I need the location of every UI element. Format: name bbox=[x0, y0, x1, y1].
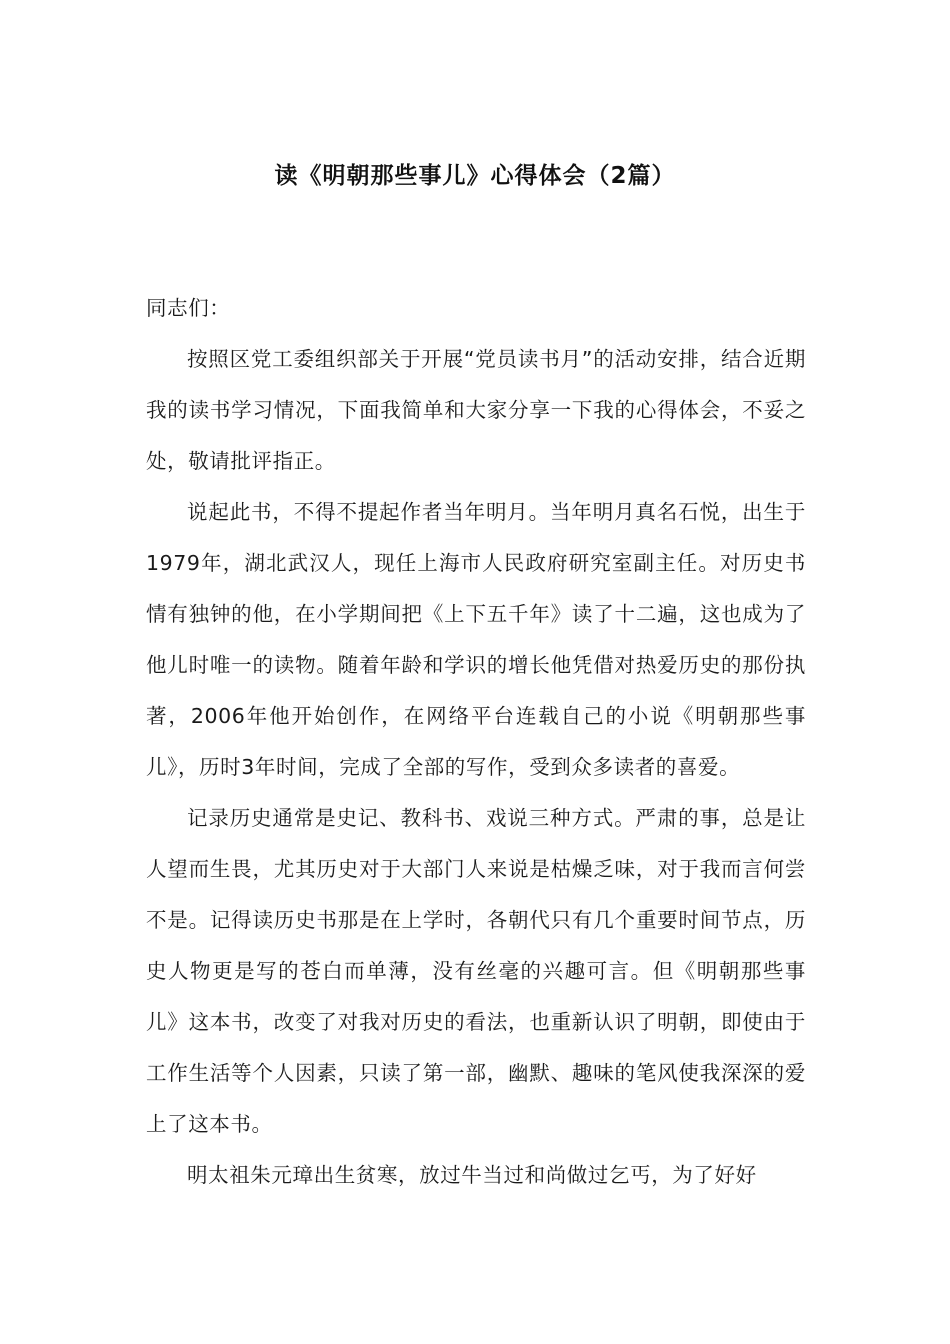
document-title: 读《明朝那些事儿》心得体会（2篇） bbox=[274, 163, 676, 189]
paragraph-activity-intro: 按照区党工委组织部关于开展“党员读书月”的活动安排，结合近期我的读书学习情况，下面我简单和大家分享一下我的心得体会，不妥之处，敬请批评指正。 bbox=[146, 347, 806, 473]
paragraph-zhu-yuanzhang: 明太祖朱元璋出生贫寒，放过牛当过和尚做过乞丐，为了好好 bbox=[187, 1163, 757, 1187]
document-body bbox=[146, 283, 806, 1201]
salutation: 同志们： bbox=[146, 296, 231, 320]
paragraph-history-view: 记录历史通常是史记、教科书、戏说三种方式。严肃的事，总是让人望而生畏，尤其历史对于大部门人来说是枯燥乏味，对于我而言何尝不是。记得读历史书那是在上学时，各朝代只有几个重要时间节点，历史人物更是写的苍白而单薄，没有丝毫的兴趣可言。但《明朝那些事儿》这本书，改变了对我对历史的看法，也重新认识了明朝，即使由于工作生活等个人因素，只读了第一部，幽默、趣味的笔风使我深深的爱上了这本书。 bbox=[146, 806, 806, 1136]
paragraph-author-intro: 说起此书，不得不提起作者当年明月。当年明月真名石悦，出生于1979年，湖北武汉人，现任上海市人民政府研究室副主任。对历史书情有独钟的他，在小学期间把《上下五千年》读了十二遍，这也成为了他儿时唯一的读物。随着年龄和学识的增长他凭借对热爱历史的那份执著，2006年他开始创作，在网络平台连载自己的小说《明朝那些事儿》，历时3年时间，完成了全部的写作，受到众多读者的喜爱。 bbox=[146, 500, 806, 779]
